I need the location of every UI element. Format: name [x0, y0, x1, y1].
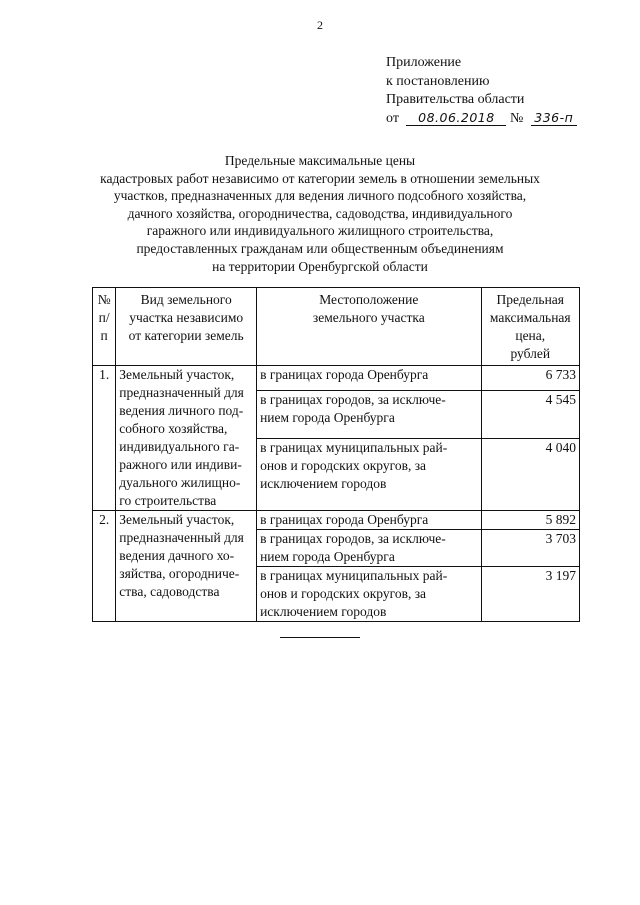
header-text: максимальная — [489, 310, 571, 325]
header-kind — [116, 288, 257, 366]
header-text: рублей — [510, 346, 551, 361]
land-plot-type-line: предназначенный для — [119, 385, 244, 400]
land-plot-type-line: ведения дачного хо- — [119, 548, 235, 563]
land-plot-type-line: индивидуального га- — [119, 439, 240, 454]
header-price — [481, 288, 579, 366]
plot-location-line: в границах города Оренбурга — [260, 512, 429, 527]
plot-location — [257, 567, 481, 622]
from-label: от — [386, 110, 399, 126]
plot-location-line: онов и городских округов, за — [260, 586, 427, 601]
row-number: 1. — [93, 366, 116, 511]
header-location — [257, 288, 481, 366]
plot-location-line: в границах городов, за исключе- — [260, 531, 446, 546]
land-plot-type-line: го строительства — [119, 493, 217, 508]
plot-location-line: в границах муниципальных рай- — [260, 568, 448, 583]
header-text: участка независимо — [129, 310, 244, 325]
heading-line: кадастровых работ независимо от категории земель в отношении земельных — [100, 170, 540, 186]
heading-line: на территории Оренбургской области — [212, 258, 428, 274]
heading-line: участков, предназначенных для ведения личного подсобного хозяйства, — [113, 188, 527, 204]
plot-location — [257, 511, 481, 530]
plot-location-line: в границах города Оренбурга — [260, 367, 429, 382]
plot-location-line: онов и городских округов, за — [260, 458, 427, 474]
page-number: 2 — [317, 18, 323, 32]
heading-line: Предельные максимальные цены — [224, 153, 416, 168]
plot-location-line: нием города Оренбурга — [260, 549, 395, 564]
row-number: 2. — [93, 511, 116, 622]
appendix-block — [386, 54, 577, 128]
header-text: цена, — [515, 328, 546, 343]
plot-location — [257, 439, 481, 511]
heading-line: предоставленных гражданам или общественным объединениям — [136, 240, 504, 256]
plot-location — [257, 366, 481, 391]
land-plot-type-line: дуального жилищно- — [119, 475, 241, 490]
land-plot-type-line: предназначенный для — [119, 530, 244, 545]
land-plot-type-line: Земельный участок, — [119, 512, 235, 527]
plot-location — [257, 390, 481, 438]
land-plot-type-line: ведения личного под- — [119, 403, 244, 418]
plot-location-line: исключением городов — [260, 604, 387, 619]
handwritten-date: 08.06.2018 — [406, 111, 506, 126]
table-row — [93, 511, 580, 530]
header-text: Местоположение — [319, 292, 419, 307]
appendix-line-resolution: к постановлению — [386, 73, 490, 89]
plot-location — [257, 530, 481, 567]
appendix-date-line — [386, 110, 577, 129]
heading-line: гаражного или индивидуального жилищного строительства, — [146, 223, 494, 239]
plot-location-line: в границах городов, за исключе- — [260, 391, 446, 407]
document-heading — [70, 152, 570, 275]
appendix-title: Приложение — [386, 55, 462, 70]
header-text: Предельная — [496, 292, 564, 307]
plot-location-line: нием города Оренбурга — [260, 409, 395, 425]
land-plot-type-line: Земельный участок, — [119, 367, 235, 382]
land-plot-type-line: ства, садоводства — [119, 584, 220, 599]
number-label: № — [509, 110, 524, 126]
appendix-line-government: Правительства области — [386, 92, 525, 107]
max-price: 4 040 — [481, 439, 579, 511]
table-header-row — [93, 288, 580, 366]
max-price: 4 545 — [481, 390, 579, 438]
price-table — [92, 287, 580, 622]
header-num — [93, 288, 116, 366]
max-price: 3 197 — [481, 567, 579, 622]
land-plot-type-line: зяйства, огородниче- — [119, 566, 240, 581]
table-row — [93, 366, 580, 391]
max-price: 6 733 — [481, 366, 579, 391]
plot-location-line: исключением городов — [260, 476, 387, 492]
header-text: Вид земельного — [140, 292, 232, 307]
header-text: от категории земель — [128, 328, 244, 343]
land-plot-type — [116, 511, 257, 622]
land-plot-type-line: собного хозяйства, — [119, 421, 228, 436]
plot-location-line: в границах муниципальных рай- — [260, 440, 448, 456]
max-price: 5 892 — [481, 511, 579, 530]
heading-line: дачного хозяйства, огородничества, садоводства, индивидуального — [127, 205, 513, 221]
header-text: п/п — [98, 310, 110, 343]
header-text: земельного участка — [312, 310, 425, 325]
handwritten-number: 336-п — [531, 111, 577, 126]
closing-rule — [280, 637, 360, 638]
max-price: 3 703 — [481, 530, 579, 567]
header-text: № — [97, 292, 111, 307]
land-plot-type — [116, 366, 257, 511]
land-plot-type-line: ражного или индиви- — [119, 457, 242, 472]
